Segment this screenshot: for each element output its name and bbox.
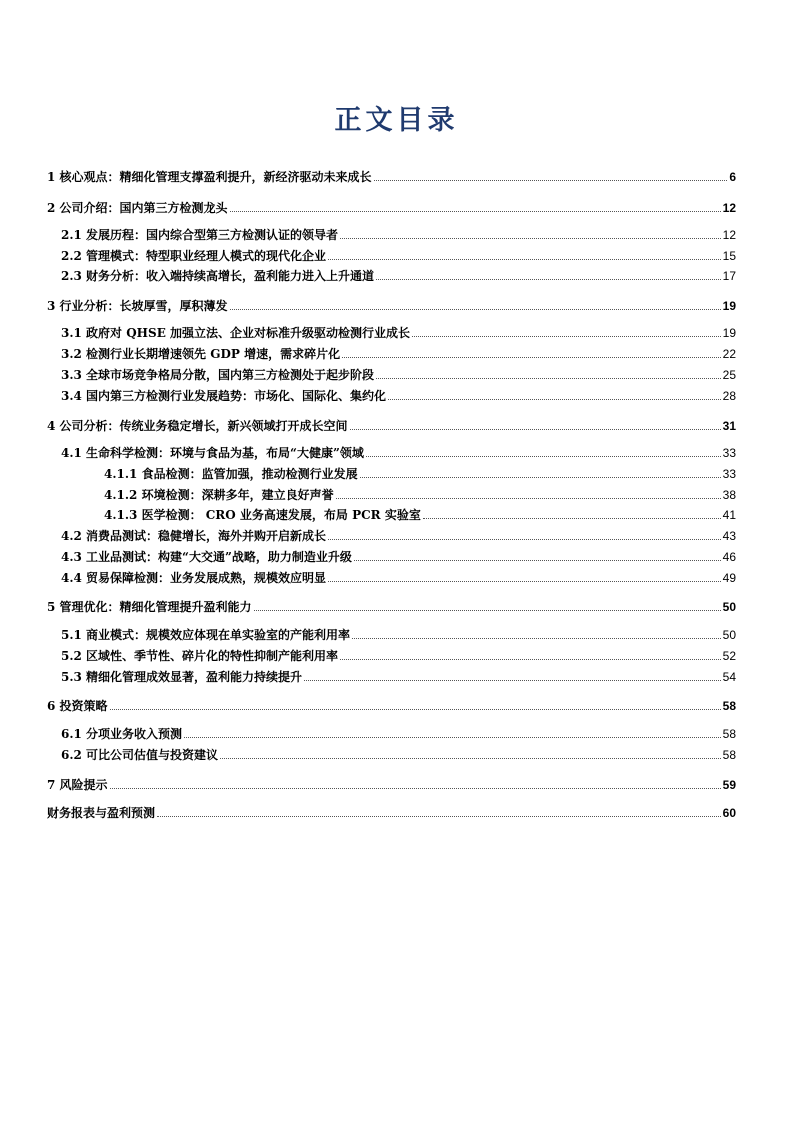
toc-entry-page: 49 [722,571,736,585]
dot-leader [157,804,721,817]
toc-entry-page: 33 [722,467,736,481]
toc-entry-page: 41 [722,508,736,522]
toc-entry-page: 58 [722,699,736,713]
dot-leader [184,725,721,738]
toc-entry-label: 6.2 可比公司估值与投资建议 [61,748,219,762]
toc-entry-page: 46 [722,550,736,564]
toc-entry[interactable] [61,527,736,545]
dot-leader [336,486,721,499]
toc-entry-label: 4.3 工业品测试：构建“大交通”战略，助力制造业升级 [61,550,352,564]
toc-entry[interactable] [61,725,736,743]
dot-leader [342,345,721,358]
dot-leader [328,247,721,260]
toc-entry[interactable] [61,548,736,566]
dot-leader [350,417,721,430]
toc-entry-page: 12 [722,201,736,215]
toc-entry[interactable] [47,297,736,315]
toc-entry-label: 4 公司分析：传统业务稳定增长，新兴领域打开成长空间 [47,419,348,433]
toc-entry-label: 3 行业分析：长坡厚雪，厚积薄发 [47,299,228,313]
dot-leader [366,444,721,457]
dot-leader [412,324,721,337]
toc-entry-page: 6 [729,170,736,184]
toc-entry-label: 6 投资策略 [47,699,108,713]
toc-entry[interactable] [61,647,736,665]
dot-leader [423,506,721,519]
toc-entry[interactable] [61,668,736,686]
toc-entry-label: 5.1 商业模式：规模效应体现在单实验室的产能利用率 [61,628,351,642]
toc-entry-label: 6.1 分项业务收入预测 [61,727,183,741]
toc-entry[interactable] [47,697,736,715]
dot-leader [254,598,721,611]
toc-entry[interactable] [61,626,736,644]
toc-entry[interactable] [47,168,736,186]
toc-entry[interactable] [47,199,736,217]
toc-entry[interactable] [61,366,736,384]
toc-entry-page: 50 [722,600,736,614]
dot-leader [110,776,721,789]
toc-entry-label: 3.2 检测行业长期增速领先 GDP 增速，需求碎片化 [61,347,341,361]
toc-entry-page: 59 [722,778,736,792]
toc-entry[interactable] [61,226,736,244]
toc-entry[interactable] [61,569,736,587]
toc-entry-page: 43 [722,529,736,543]
dot-leader [304,668,721,681]
dot-leader [328,527,721,540]
dot-leader [220,746,721,759]
page-title: 正文目录 [334,105,459,136]
toc-entry-page: 50 [722,628,736,642]
toc-entry-page: 31 [722,419,736,433]
toc-entry-label: 7 风险提示 [47,778,108,792]
toc-entry-label: 5 管理优化：精细化管理提升盈利能力 [47,600,252,614]
toc-entry[interactable] [61,267,736,285]
dot-leader [352,626,721,639]
toc-entry-label: 2.3 财务分析：收入端持续高增长，盈利能力进入上升通道 [61,269,375,283]
toc-entry[interactable] [61,247,736,265]
dot-leader [328,569,721,582]
dot-leader [376,267,721,280]
toc-entry-label: 4.1.1 食品检测：监管加强，推动检测行业发展 [104,467,358,481]
toc-entry[interactable] [104,506,736,524]
dot-leader [360,465,721,478]
dot-leader [340,226,721,239]
toc-entry-page: 28 [722,389,736,403]
toc-entry-label: 3.4 国内第三方检测行业发展趋势：市场化、国际化、集约化 [61,389,387,403]
toc-entry-label: 2.2 管理模式：特型职业经理人模式的现代化企业 [61,249,327,263]
toc-entry-page: 33 [722,446,736,460]
toc-entry-page: 58 [722,727,736,741]
toc-entry-label: 5.3 精细化管理成效显著，盈利能力持续提升 [61,670,303,684]
toc-entry-page: 25 [722,368,736,382]
toc-entry[interactable] [61,345,736,363]
toc-entry-page: 52 [722,649,736,663]
toc-entry-label: 4.2 消费品测试：稳健增长，海外并购开启新成长 [61,529,327,543]
toc-entry[interactable] [104,465,736,483]
toc-entry[interactable] [47,804,736,822]
toc-entry[interactable] [47,417,736,435]
toc-entry-label: 4.1.2 环境检测：深耕多年，建立良好声誉 [104,488,334,502]
toc-entry-label: 3.3 全球市场竞争格局分散，国内第三方检测处于起步阶段 [61,368,375,382]
dot-leader [374,168,728,181]
toc-entry[interactable] [61,746,736,764]
toc-entry[interactable] [47,776,736,794]
toc-entry-label: 4.1 生命科学检测：环境与食品为基，布局“大健康”领域 [61,446,364,460]
dot-leader [230,297,721,310]
toc-entry[interactable] [104,486,736,504]
toc-entry-label: 2.1 发展历程：国内综合型第三方检测认证的领导者 [61,228,339,242]
toc-entry[interactable] [47,598,736,616]
dot-leader [230,199,721,212]
dot-leader [340,647,721,660]
toc-entry-page: 58 [722,748,736,762]
toc-entry-page: 22 [722,347,736,361]
toc-entry-label: 4.1.3 医学检测： CRO 业务高速发展，布局 PCR 实验室 [104,508,421,522]
toc-entry-label: 4.4 贸易保障检测：业务发展成熟，规模效应明显 [61,571,327,585]
toc-entry-label: 1 核心观点：精细化管理支撑盈利提升，新经济驱动未来成长 [47,170,372,184]
toc-entry[interactable] [61,387,736,405]
toc-entry-label: 3.1 政府对 QHSE 加强立法、企业对标准升级驱动检测行业成长 [61,326,411,340]
toc-entry-page: 12 [722,228,736,242]
toc-entry-page: 38 [722,488,736,502]
toc-entry-page: 19 [722,299,736,313]
dot-leader [354,548,721,561]
toc-entry[interactable] [61,324,736,342]
toc-entry-page: 60 [722,806,736,820]
toc-entry-label: 财务报表与盈利预测 [47,806,156,820]
dot-leader [376,366,721,379]
toc-entry[interactable] [61,444,736,462]
dot-leader [110,697,721,710]
toc-entry-page: 54 [722,670,736,684]
dot-leader [388,387,721,400]
toc-entry-label: 5.2 区域性、季节性、碎片化的特性抑制产能利用率 [61,649,339,663]
toc-entry-page: 19 [722,326,736,340]
toc-entry-label: 2 公司介绍：国内第三方检测龙头 [47,201,228,215]
toc-entry-page: 15 [722,249,736,263]
toc-entry-page: 17 [722,269,736,283]
